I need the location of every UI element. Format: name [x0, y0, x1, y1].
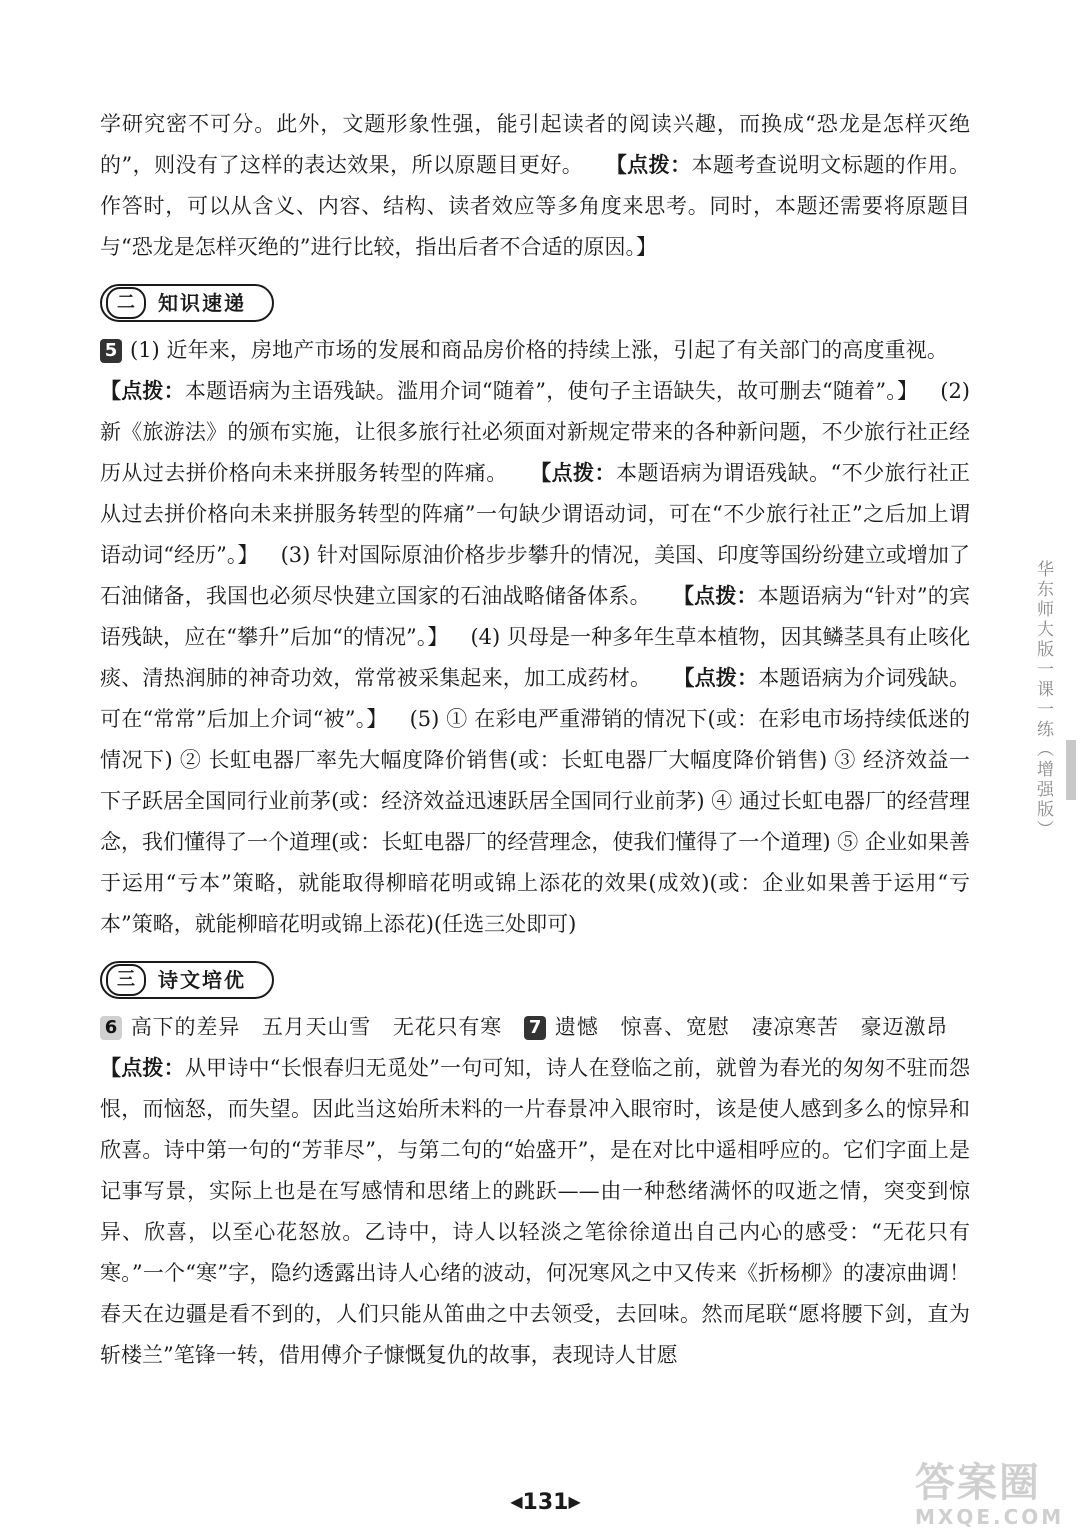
- watermark-sub: MXQE.COM: [915, 1505, 1065, 1529]
- hint-label: 【点拨：: [529, 461, 616, 485]
- section-pill: [100, 284, 274, 322]
- hint-text: 本题语病为主语残缺。滥用介词“随着”，使句子主语缺失，故可删去“随着”。】: [184, 379, 919, 403]
- section-header-knowledge: [100, 282, 970, 324]
- section-number: 三: [106, 964, 146, 996]
- hint-label: 【点拨：: [100, 379, 185, 403]
- hint-label: 【点拨：: [672, 584, 758, 608]
- right-triangle-icon: ▶: [568, 1492, 581, 1511]
- intro-paragraph: [100, 104, 970, 268]
- q5-part2: (2) 新《旅游法》的颁布实施，让很多旅行社必须面对新规定带来的各种新问题，不少旅行社正经历从过去拼价格向未来拼服务转型的阵痛。: [100, 379, 970, 485]
- hint-text: 本题语病为谓语残缺。“不少旅行社正从过去拼价格向未来拼服务转型的阵痛”一句缺少谓语动词，可在“不少旅行社正”之后加上谓语动词“经历”。】: [100, 461, 971, 567]
- page-number-value: 131: [522, 1490, 569, 1515]
- section-header-poetry: [100, 959, 970, 1001]
- book-title-side: 华东师大版一课一练（增强版）: [1033, 560, 1053, 840]
- watermark-main: 答案圈: [915, 1460, 1041, 1506]
- hint-text: 本题考查说明文标题的作用。作答时，可以从含义、内容、结构、读者效应等多角度来思考。同时，本题还需要将原题目与“恐龙是怎样灭绝的”进行比较，指出后者不合适的原因。】: [100, 153, 971, 259]
- section-pill: [100, 961, 274, 999]
- question-number-badge: 5: [100, 339, 122, 363]
- q6-answers: 高下的差异 五月天山雪 无花只有寒: [130, 1015, 503, 1039]
- question-number-badge: 7: [524, 1016, 546, 1040]
- hint-label: 【点拨：: [100, 1056, 185, 1080]
- question-5: [100, 330, 970, 945]
- hint-text: 本题语病为介词残缺。可在“常常”后加上介词“被”。】: [100, 666, 971, 731]
- hint-text: 从甲诗中“长恨春归无觅处”一句可知，诗人在登临之前，就曾为春光的匆匆不驻而怨恨，而恼怒，而失望。因此当这始所未料的一片春景冲入眼帘时，该是使人感到多么的惊异和欣喜。诗中第一句的“芳菲尽”，与第二句的“始盛开”，是在对比中遥相呼应的。它们字面上是记事写景，实际上也是在写感情和思绪上的跳跃——由一种愁绪满怀的叹逝之情，突变到惊异、欣喜，以至心花怒放。乙诗中，诗人以轻淡之笔徐徐道出自己内心的感受：“无花只有寒。”一个“寒”字，隐约透露出诗人心绪的波动，何况寒风之中又传来《折杨柳》的凄凉曲调！春天在边疆是看不到的，人们只能从笛曲之中去领受，去回味。然而尾联“愿将腰下剑，直为斩楼兰”笔锋一转，借用傅介子慷慨复仇的故事，表现诗人甘愿: [100, 1056, 971, 1367]
- section-number: 二: [106, 287, 146, 319]
- hint-text: 本题语病为“针对”的宾语残缺，应在“攀升”后加“的情况”。】: [100, 584, 970, 649]
- intro-text: 学研究密不可分。此外，文题形象性强，能引起读者的阅读兴趣，而换成“恐龙是怎样灭绝的”，则没有了这样的表达效果，所以原题目更好。: [100, 112, 970, 177]
- hint-label: 【点拨：: [673, 666, 759, 690]
- q5-part5: (5) ① 在彩电严重滞销的情况下(或：在彩电市场持续低迷的情况下) ② 长虹电器厂率先大幅度降价销售(或：长虹电器厂大幅度降价销售) ③ 经济效益一下子跃居全国同行业前茅(或：经济效益迅速跃居全国同行业前茅) ④ 通过长虹电器厂的经营理念，我们懂得了一个道理(或：长虹电器厂的经营理念，使我们懂得了一个道理) ⑤ 企业如果善于运用“亏本”策略，就能取得柳暗花明或锦上添花的效果(成效)(或：企业如果善于运用“亏本”策略，就能柳暗花明或锦上添花)(任选三处即可): [100, 707, 970, 936]
- side-tab-marker: [1066, 740, 1076, 800]
- section-title: 诗文培优: [158, 967, 246, 992]
- questions-6-7: [100, 1007, 970, 1376]
- left-triangle-icon: ◀: [510, 1492, 523, 1511]
- watermark-logo: [915, 1460, 1080, 1532]
- section-title: 知识速递: [158, 290, 246, 315]
- q5-part4: (4) 贝母是一种多年生草本植物，因其鳞茎具有止咳化痰、清热润肺的神奇功效，常常被采集起来，加工成药材。: [100, 625, 970, 690]
- hint-label: 【点拨：: [605, 153, 692, 177]
- q5-part3: (3) 针对国际原油价格步步攀升的情况，美国、印度等国纷纷建立或增加了石油储备，我国也必须尽快建立国家的石油战略储备体系。: [100, 543, 970, 608]
- q7-answers: 遗憾 惊喜、宽慰 凄凉寒苦 豪迈激昂: [554, 1015, 949, 1039]
- question-number-badge: 6: [100, 1016, 122, 1040]
- answer-content: [100, 104, 970, 1376]
- q5-part1: (1) 近年来，房地产市场的发展和商品房价格的持续上涨，引起了有关部门的高度重视。: [130, 338, 948, 362]
